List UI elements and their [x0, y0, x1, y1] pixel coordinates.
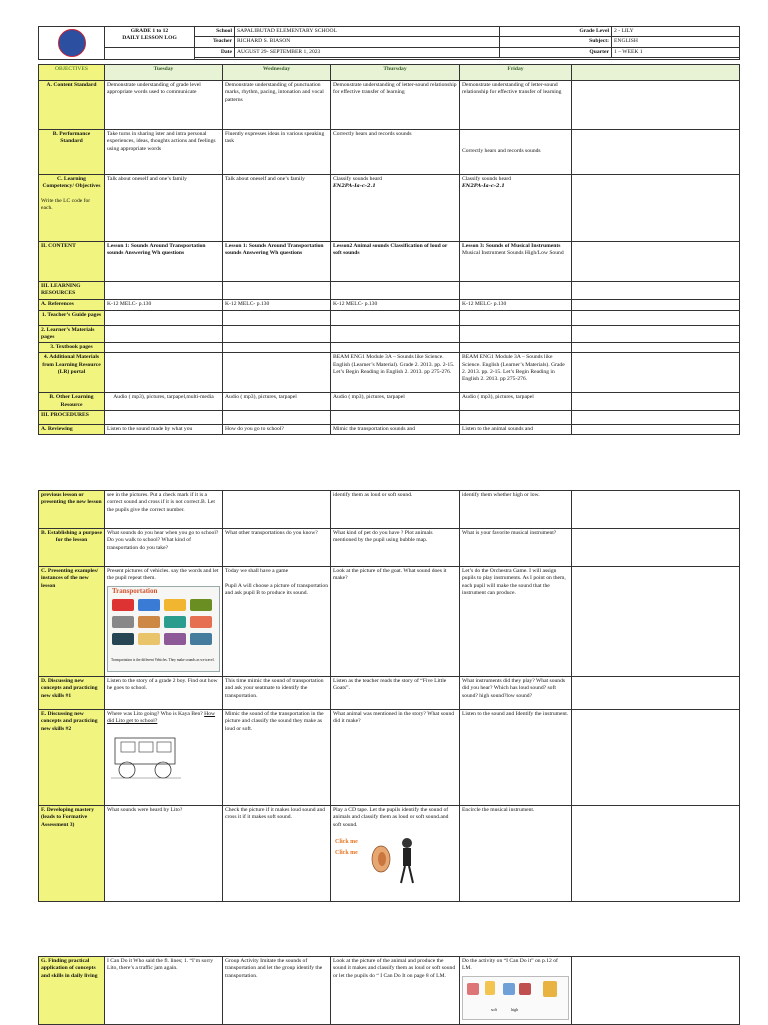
table-row [39, 491, 740, 529]
table-row [39, 310, 740, 325]
deped-seal-icon [58, 29, 86, 57]
row-label: F. Developing mastery (leads to Formative Assessment 3) [39, 806, 105, 902]
cell-thu: Look at the picture of the animal and produce the sound it makes and classify them as loud or soft sound or let the pupils do “ I Can Do It on page 8 of LM. [331, 957, 460, 1025]
table-row [39, 175, 740, 242]
cell-thu: Play a CD tape. Let the pupils identify the sound of animals and classify them as loud or soft sound.and soft sound. Click me Click me [331, 806, 460, 902]
subject-label: Subject: [500, 37, 612, 47]
cell-thu: identify them as loud or soft sound. [331, 491, 460, 529]
cell-wed: Fluently expresses ideas in various speaking task [223, 130, 331, 175]
teacher-value: RICHARD S. BIASON [235, 37, 500, 47]
cell-fri: What is your favorite musical instrument? [460, 529, 572, 567]
quarter-value: 1 – WEEK 1 [612, 47, 740, 57]
row-label: D. Discussing new concepts and practicing new skills #1 [39, 677, 105, 710]
row-label: B. Establishing a purpose for the lesson [39, 529, 105, 567]
cell-wed: Mimic the sound of the transportation in the picture and classify the sound they make as loud or soft. [223, 710, 331, 806]
cell-wed: Audio ( mp3), pictures, tarpapel [223, 393, 331, 411]
row-label: B. Other Learning Resource [39, 393, 105, 411]
friday-header: Friday [460, 65, 572, 81]
row-label: A. References [39, 299, 105, 310]
high-label: high [511, 1006, 519, 1012]
cell-tue: What sounds were heard by Lito? [105, 806, 223, 902]
cell-fri: Listen to the animal sounds and [460, 424, 572, 434]
cell-tue: Take turns in sharing ister and intra personal experiences, ideas, thoughts actions and feelings using appropriate words [105, 130, 223, 175]
cell-wed: Today we shall have a game Pupil A will choose a picture of transportation and ask pupil B to produce its sound. [223, 567, 331, 677]
row-label: G. Finding practical application of concepts and skills in daily living [39, 957, 105, 1025]
cell-thu: Mimic the transportation sounds and [331, 424, 460, 434]
thursday-header: Thursday [331, 65, 460, 81]
cell-thu: What kind of pet do you have ? Plot animals mentioned by the pupil using bubble map. [331, 529, 460, 567]
table-row [39, 299, 740, 310]
table-row [39, 343, 740, 353]
cell-thu: Classify sounds heard EN2PA-Ia-c-2.1 [331, 175, 460, 242]
cell-thu: K-12 MELC- p.130 [331, 299, 460, 310]
subject-value: ENGLISH [612, 37, 740, 47]
cell-fri: BEAM ENG1 Module 3A – Sounds like Science. English (Learner’s Materials). Grade 2. 2013. pp. 2-15. Let’s Begin Reading in English 2. 2013. pp 275-276. [460, 353, 572, 393]
cell-tue: I Can Do it Who said the fl. lines; 1. “I’m sorry Lito, there’s a traffic jam again. [105, 957, 223, 1025]
table-row [39, 529, 740, 567]
cell-fri: Audio ( mp3), pictures, tarpapel [460, 393, 572, 411]
table-row [39, 806, 740, 902]
blank-cell [105, 47, 195, 59]
cell-tue: Audio ( mp3), pictures, tarpapel,multi-media [105, 393, 223, 411]
table-row [39, 710, 740, 806]
table-row [39, 424, 740, 434]
cell-tue: What sounds do you hear when you go to school? Do you walk to school? What kind of transportation do you take? [105, 529, 223, 567]
row-label: B. Performance Standard [39, 130, 105, 175]
cell-wed: Demonstrate understanding of punctuation marks, rhythm, pacing, intonation and vocal patterns [223, 81, 331, 130]
row-label: III. LEARNING RESOURCES [39, 282, 105, 300]
page-2 [38, 490, 739, 902]
row-label: III. PROCEDURES [39, 410, 105, 424]
row-label: previous lesson or presenting the new lesson [39, 491, 105, 529]
cell-fri: What instruments did they play? What sounds did you hear? Which has loud sound? soft sound? high sound?low sound? [460, 677, 572, 710]
cell-tue: Demonstrate understanding of grade level appropriate words used to communicate [105, 81, 223, 130]
objectives-header: OBJECTIVES [39, 65, 105, 81]
click-me-picture [333, 833, 457, 887]
header-table [38, 26, 740, 60]
cell-thu: Correctly hears and records sounds [331, 130, 460, 175]
row-label: II. CONTENT [39, 242, 105, 282]
soft-label: soft [491, 1006, 497, 1012]
quarter-label: Quarter [500, 47, 612, 57]
lesson-table-1 [38, 64, 740, 435]
table-row [39, 81, 740, 130]
tuesday-header: Tuesday [105, 65, 223, 81]
cell-fri: Classify sounds heard EN2PA-Ia-c-2.1 [460, 175, 572, 242]
deped-seal-cell [39, 27, 105, 60]
table-row [39, 393, 740, 411]
cell-fri: K-12 MELC- p.130 [460, 299, 572, 310]
cell-tue: Listen to the story of a grade 2 boy. Find out how he goes to school. [105, 677, 223, 710]
cell-fri: Let’s do the Orchestra Game. I will assign pupils to play instruments. As I point on them, each pupil will make the sound that the instrument can produce. [460, 567, 572, 677]
cell-wed: Talk about oneself and one’s family [223, 175, 331, 242]
cell-tue: Lesson 1: Sounds Around Transportation sounds Answering Wh questions [105, 242, 223, 282]
row-label: 2. Learner’s Materials pages [39, 325, 105, 343]
cell-tue: K-12 MELC- p.130 [105, 299, 223, 310]
cell-thu: Audio ( mp3), pictures, tarpapel [331, 393, 460, 411]
row-label: 1. Teacher’s Guide pages [39, 310, 105, 325]
cell-fri: Demonstrate understanding of letter-sound relationship for effective transfer of learning [460, 81, 572, 130]
cell-thu: Look at the picture of the goat. What sound does it make? [331, 567, 460, 677]
cell-tue: Talk about oneself and one’s family [105, 175, 223, 242]
table-row [39, 410, 740, 424]
column-header-row [39, 65, 740, 81]
cell-thu: BEAM ENG1 Module 3A – Sounds like Science. English (Learner’s Material). Grade 2. 2013. pp. 2-15. Let’s Begin Reading in English 2. 2013. pp 275-276. [331, 353, 460, 393]
activity-picture [462, 976, 569, 1020]
date-value: AUGUST 29- SEPTEMBER 1, 2023 [235, 47, 500, 57]
cell-thu: Lesson2 Animal sounds Classification of loud or soft sounds [331, 242, 460, 282]
transportation-picture [107, 586, 220, 672]
wednesday-header: Wednesday [223, 65, 331, 81]
click-me-label[interactable]: Click me [335, 849, 358, 856]
cell-thu: Listen as the teacher reads the story of “Five Little Goats”. [331, 677, 460, 710]
ear-and-man-illustration [333, 833, 423, 885]
cell-tue: Listen to the sound made by what you [105, 424, 223, 434]
page-1 [38, 26, 739, 435]
table-row [39, 677, 740, 710]
cell-tue: Where was Lito going? Who is Kaya Ben? How did Lito get to school? [105, 710, 223, 806]
table-row [39, 282, 740, 300]
grade-level-label: Grade Level [500, 27, 612, 37]
grade-level-value: 2 - LILY [612, 27, 740, 37]
table-row [39, 242, 740, 282]
instruments-illustration [463, 977, 567, 1003]
lesson-table-3 [38, 956, 740, 1025]
cell-fri: Do the activity on “I Can Do it” on p.12 of LM. soft high [460, 957, 572, 1025]
table-row [39, 325, 740, 343]
school-value: SAPALIBUTAD ELEMENTARY SCHOOL [235, 27, 500, 37]
cell-fri: identify them whether high or low. [460, 491, 572, 529]
transportation-title: Transportation [112, 586, 158, 595]
transportation-caption: Transportation is the different Vehicles. They make sounds as we travel. [111, 657, 215, 662]
table-row [39, 353, 740, 393]
cell-wed: Lesson 1: Sounds Around Transportation sounds Answering Wh questions [223, 242, 331, 282]
page-3 [38, 956, 739, 1025]
row-label: E. Discussing new concepts and practicing new skills #2 [39, 710, 105, 806]
cell-wed: Check the picture if it makes loud sound and cross it if it makes soft sound. [223, 806, 331, 902]
table-row [39, 130, 740, 175]
cell-fri: Lesson 3: Sounds of Musical Instruments Musical Instrument Sounds High/Low Sound [460, 242, 572, 282]
cell-wed: Group Activity Imitate the sounds of transportation and let the group identify the transportation. [223, 957, 331, 1025]
cell-wed: How do you go to school? [223, 424, 331, 434]
grade-range: GRADE 1 to 12 DAILY LESSON LOG [105, 27, 195, 48]
row-label: 3. Textbook pages [39, 343, 105, 353]
vehicles-illustration [108, 596, 220, 658]
cell-tue: see in the pictures. Put a check mark if it is a correct sound and cross if it is not correct.B. Let the pupils give the correct number. [105, 491, 223, 529]
date-label: Date [195, 47, 235, 57]
lesson-table-2 [38, 490, 740, 902]
teacher-label: Teacher [195, 37, 235, 47]
click-me-label[interactable]: Click me [335, 838, 358, 845]
table-row [39, 957, 740, 1025]
cell-wed: What other transportations do you know? [223, 529, 331, 567]
row-label: A. Content Standard [39, 81, 105, 130]
row-label: C. Presenting examples/ instances of the new lesson [39, 567, 105, 677]
cell-thu: What animal was mentioned in the story? What sound did it make? [331, 710, 460, 806]
cell-fri: Correctly hears and records sounds [460, 130, 572, 175]
school-label: School [195, 27, 235, 37]
cell-wed: K-12 MELC- p.130 [223, 299, 331, 310]
table-row [39, 567, 740, 677]
row-label: C. Learning Competency/ Objectives Write the LC code for each. [39, 175, 105, 242]
cell-thu: Demonstrate understanding of letter-sound relationship for effective transfer of learning [331, 81, 460, 130]
row-label: A. Reviewing [39, 424, 105, 434]
cell-fri: Encircle the musical instrument. [460, 806, 572, 902]
cell-tue: Present pictures of vehicles. say the words and let the pupil repeat them. Transportation Transportation is the different Vehicles. They make sounds as we travel. [105, 567, 223, 677]
cell-fri: Listen to the sound and Identify the instrument. [460, 710, 572, 806]
cell-wed: This time mimic the sound of transportation and ask your seatmate to identify the transportation. [223, 677, 331, 710]
row-label: 4. Additional Materials from Learning Resource (LR) portal [39, 353, 105, 393]
jeep-sketch-illustration [107, 728, 185, 786]
